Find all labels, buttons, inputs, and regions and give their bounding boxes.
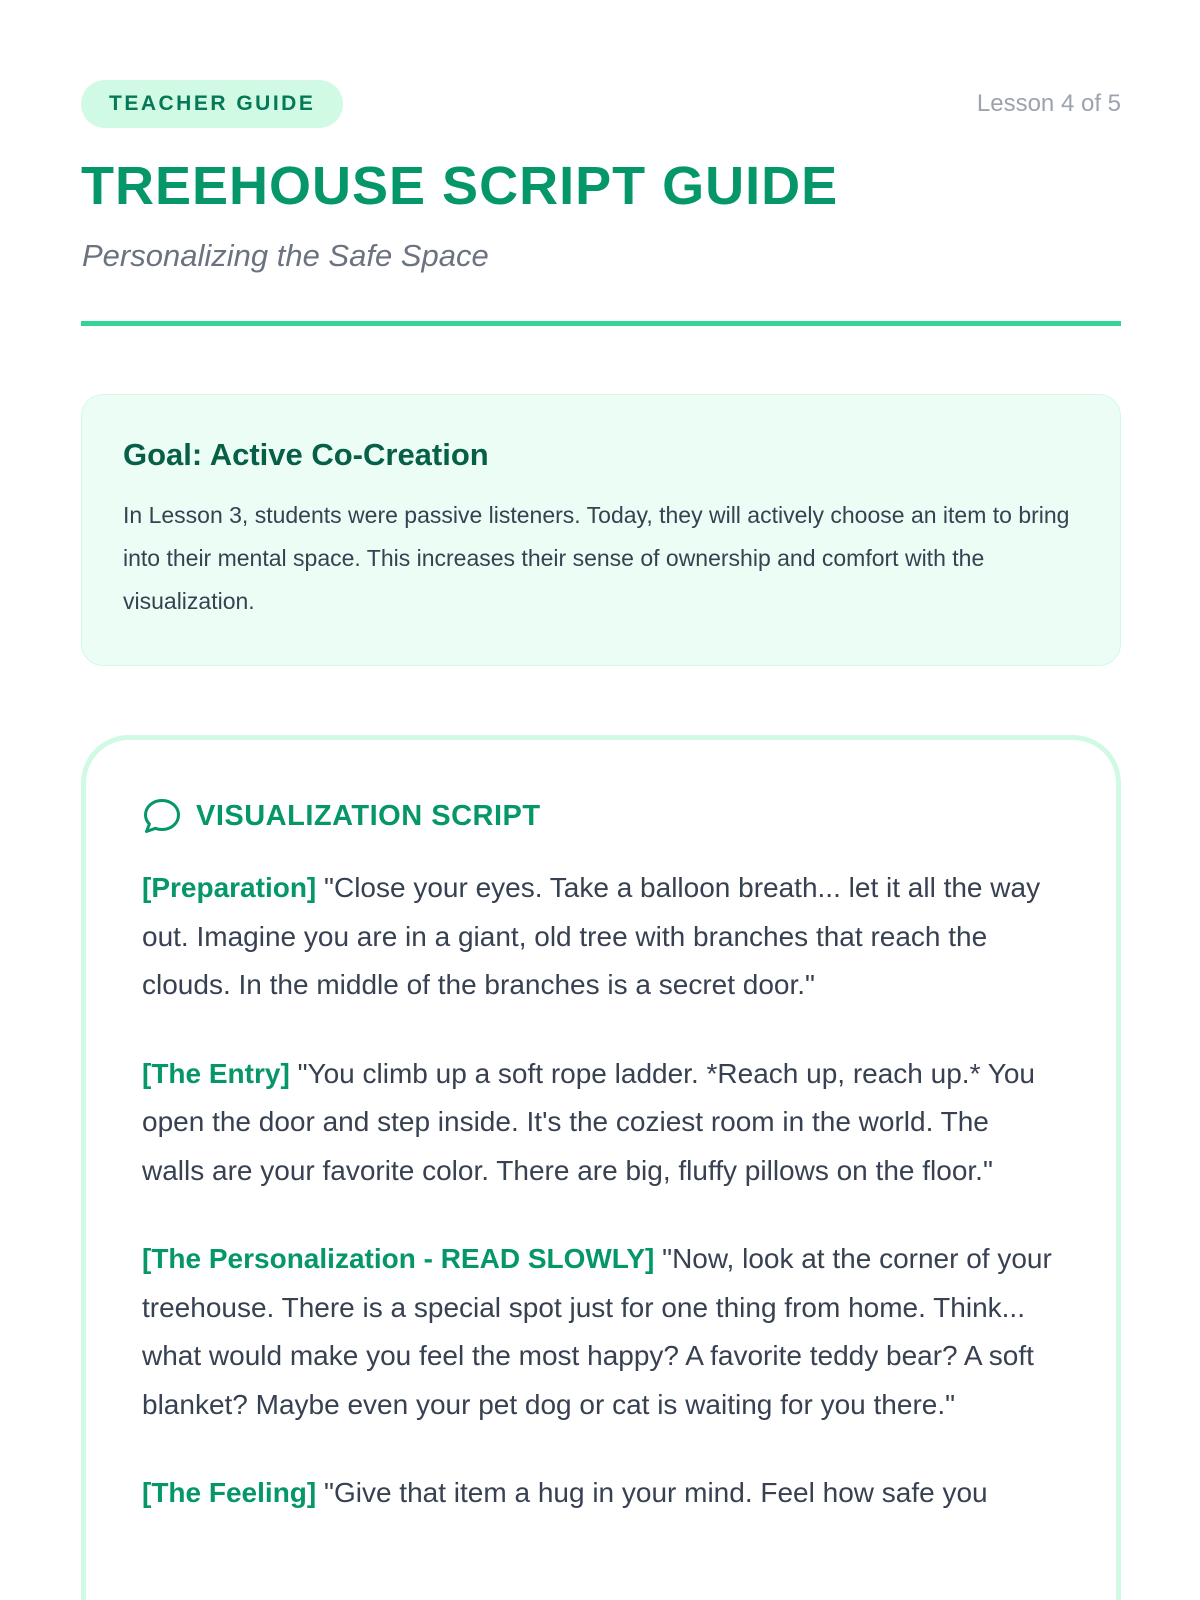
script-title: VISUALIZATION SCRIPT [196, 799, 541, 832]
script-step-tag: [The Feeling] [142, 1477, 317, 1508]
script-step-text: "Now, look at the corner of your treehouse. There is a special spot just for one thing from home. Think... what would make you feel the most happy? A favorite teddy bear? A soft blanket? Maybe even your pet dog or cat is waiting for you there." [142, 1243, 1052, 1420]
script-paragraph [142, 1469, 1058, 1518]
script-step-text: "Close your eyes. Take a balloon breath... let it all the way out. Imagine you are in a giant, old tree with branches that reach the clouds. In the middle of the branches is a secret door." [142, 872, 1041, 1000]
lesson-indicator: Lesson 4 of 5 [976, 90, 1121, 117]
header-row [81, 80, 1121, 128]
goal-title: Goal: Active Co-Creation [123, 437, 489, 472]
script-step-text: "Give that item a hug in your mind. Feel how safe you [324, 1477, 988, 1508]
goal-card [81, 394, 1121, 666]
script-paragraph [142, 864, 1058, 1010]
goal-description: In Lesson 3, students were passive listeners. Today, they will actively choose an item to bring into their mental space. This increases their sense of ownership and comfort with the visualization. [123, 502, 1070, 614]
header-divider [81, 321, 1121, 326]
chat-bubble-icon [142, 796, 182, 836]
teacher-guide-badge: TEACHER GUIDE [81, 80, 343, 128]
visualization-script-card [81, 735, 1121, 1600]
script-heading [142, 796, 1058, 836]
script-paragraph [142, 1235, 1058, 1429]
script-step-tag: [Preparation] [142, 872, 317, 903]
script-step-tag: [The Entry] [142, 1057, 290, 1089]
script-step-text: "You climb up a soft rope ladder. *Reach up, reach up.* You open the door and step inside. It's the coziest room in the world. The walls are your favorite color. There are big, fluffy pillows on the floor." [142, 1057, 1035, 1186]
page-subtitle: Personalizing the Safe Space [82, 238, 489, 273]
script-paragraph [142, 1050, 1058, 1196]
page-title: TREEHOUSE SCRIPT GUIDE [81, 156, 839, 216]
script-step-tag: [The Personalization - READ SLOWLY] [142, 1243, 655, 1274]
